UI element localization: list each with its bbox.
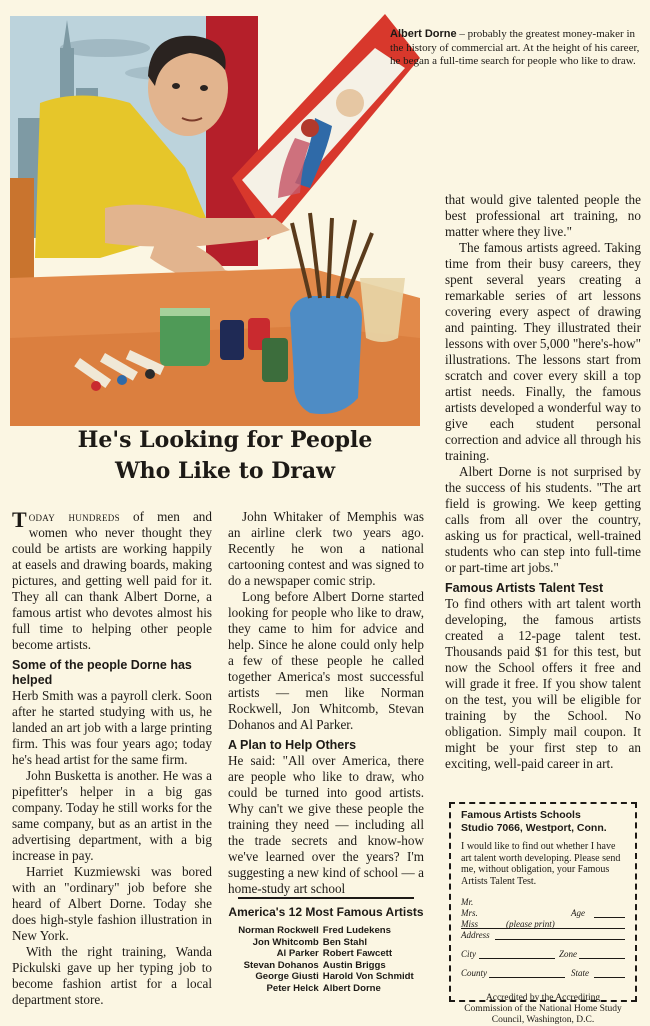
intro-smallcaps: oday hundreds [28,509,120,524]
county-label: County [461,968,487,978]
paragraph-long-before: Long before Albert Dorne started looking for people who like to draw, they came to him for advice and help. Since he alone could only help a few of these people he called together America's most successful artists — men like Norman Rockwell, Jon Whitcomb, Stevan Dohanos and Al Parker. [228,589,424,732]
artists-row [236,925,415,937]
age-label: Age [571,908,585,918]
section-heading-helped: Some of the people Dorne has helped [12,658,192,687]
miss-label: Miss [461,919,479,929]
miss-line[interactable] [461,919,625,930]
caption-name: Albert Dorne [390,28,457,40]
address-underline [495,939,625,940]
state-label: State [571,968,589,978]
paragraph-wanda: With the right training, Wanda Pickulski gave up her typing job to become fashion artist for a local department store. [12,944,212,1007]
please-print-label: (please print) [506,919,555,929]
paragraph-continuation: that would give talented people the best professional art training, no matter where they live." [445,192,641,239]
address-label: Address [461,930,490,940]
artists-row [236,983,415,995]
mrs-line[interactable] [461,908,625,919]
illustration-caption [390,28,640,69]
zone-label: Zone [559,949,577,959]
county-state-line[interactable] [461,968,625,979]
address-field[interactable] [461,930,625,941]
intro-paragraph [12,509,212,653]
artist-name: Harold Von Schmidt [322,971,414,983]
headline [20,425,430,487]
artists-title: America's 12 Most Famous Artists [228,905,424,919]
artists-row [236,971,415,983]
name-field[interactable] [461,897,625,908]
artists-row [236,937,415,949]
body-column-3 [445,192,641,772]
coupon-studio: Studio 7066, Westport, Conn. [461,822,607,834]
artist-name: Albert Dorne [322,982,381,994]
divider [238,897,414,899]
famous-artists-list [224,897,428,995]
artists-row [236,960,415,972]
city-zone-line[interactable] [461,949,625,960]
coupon-intro: I would like to find out whether I have art talent worth developing. Please send me, without obligation, your Famous Artists Talent Test. [461,841,621,887]
paragraph-talent-test: To find others with art talent worth developing, the famous artists created a 12-page talent test. Thousands paid $1 for this test, but now the School offers it free and will grade it free. If you show talent on the test, you will be eligible for training by the School. No obligation. Simply mail coupon. It might be your first step to an exciting, well-paid career in art. [445,596,641,771]
paragraph-not-surprised: Albert Dorne is not surprised by the success of his students. "The art field is growing. We keep getting calls from all over the country, asking us for practical, well-trained students who can step into full-time or part-time art jobs." [445,464,641,575]
county-field[interactable] [489,977,565,978]
age-field[interactable] [594,917,625,918]
artist-name: Ben Stahl [322,936,368,948]
artist-name: George Giusti [255,971,319,983]
artist-name: Peter Helck [266,982,319,994]
artist-name: Norman Rockwell [238,925,319,936]
artists-row [236,948,415,960]
artist-name: Jon Whitcomb [252,936,319,948]
mr-label: Mr. [461,897,474,907]
paragraph-john-whitaker: John Whitaker of Memphis was an airline clerk two years ago. Recently he won a national cartooning contest and was signed to do a newspaper comic strip. [228,509,424,588]
paint-can [160,308,210,366]
coupon-school: Famous Artists Schools [461,809,581,821]
city-label: City [461,949,476,959]
artist-name: Stevan Dohanos [243,959,319,971]
name-underline [461,928,625,929]
section-heading-talent-test: Famous Artists Talent Test [445,581,604,595]
paragraph-john-busketta: John Busketta is another. He was a pipefitter's helper in a big gas company. Today he still works for the same company, but as an artist in the advertising department, with a big increase in pay. [12,768,212,863]
brush-jar [290,296,362,414]
caption-text: – probably the greatest money-maker in the history of commercial art. At the height of his career, he began a full-time search for people who like to draw. [390,28,640,67]
artist-name: Al Parker [276,948,319,960]
artist-name: Austin Briggs [322,959,386,971]
paragraph-artists-agreed: The famous artists agreed. Taking time from their busy careers, they spent several years creating a remarkable series of art lessons covering every aspect of drawing and painting. They illustrated their lessons with over 5,000 "here's-how" illustrations. The lessons start from scratch and cover every skill a top artist needs. Finally, the famous artists developed a wonderful way to give each student personal correction and advice all through his training. [445,240,641,463]
paragraph-herb-smith: Herb Smith was a payroll clerk. Soon after he started studying with us, he landed an art job with a large printing firm. This was four years ago; today he's head artist for the same firm. [12,688,212,767]
headline-line-2: Who Like to Draw [114,458,336,484]
artist-name: Fred Ludekens [322,925,392,936]
section-heading-plan: A Plan to Help Others [228,738,357,752]
city-field[interactable] [479,958,555,959]
zone-field[interactable] [579,958,625,959]
paragraph-he-said: He said: "All over America, there are people who like to draw, who could be turned into good artists. Why can't we give these people the training they need — including all the trade secrets and know-how we've learned over the years? I'm suggesting a new kind of school — a home-study art school [228,753,424,896]
headline-line-1: He's Looking for People [77,427,373,453]
accreditation-note: Accredited by the Accrediting Commission of the National Home Study Council, Washington, D.C. [464,993,622,1025]
body-column-1 [12,509,212,1008]
artist-name: Robert Fawcett [322,948,393,960]
body-column-2 [228,509,424,897]
paragraph-harriet: Harriet Kuzmiewski was bored with an "ordinary" job before she heard of Albert Dorne. Today she does high-style fashion illustration in New York. [12,864,212,943]
intro-text: of men and women who never thought they could be artists are working happily at easels and drawing boards, making pictures, and getting well paid for it. They all can thank Albert Dorne, a famous artist who devotes almost his full time to helping other people become artists. [12,509,212,652]
artists-table [236,925,415,995]
mrs-label: Mrs. [461,908,478,918]
drop-cap: T [12,507,27,532]
mail-coupon[interactable] [449,802,637,1025]
state-field[interactable] [594,977,625,978]
artist-illustration [10,8,420,426]
